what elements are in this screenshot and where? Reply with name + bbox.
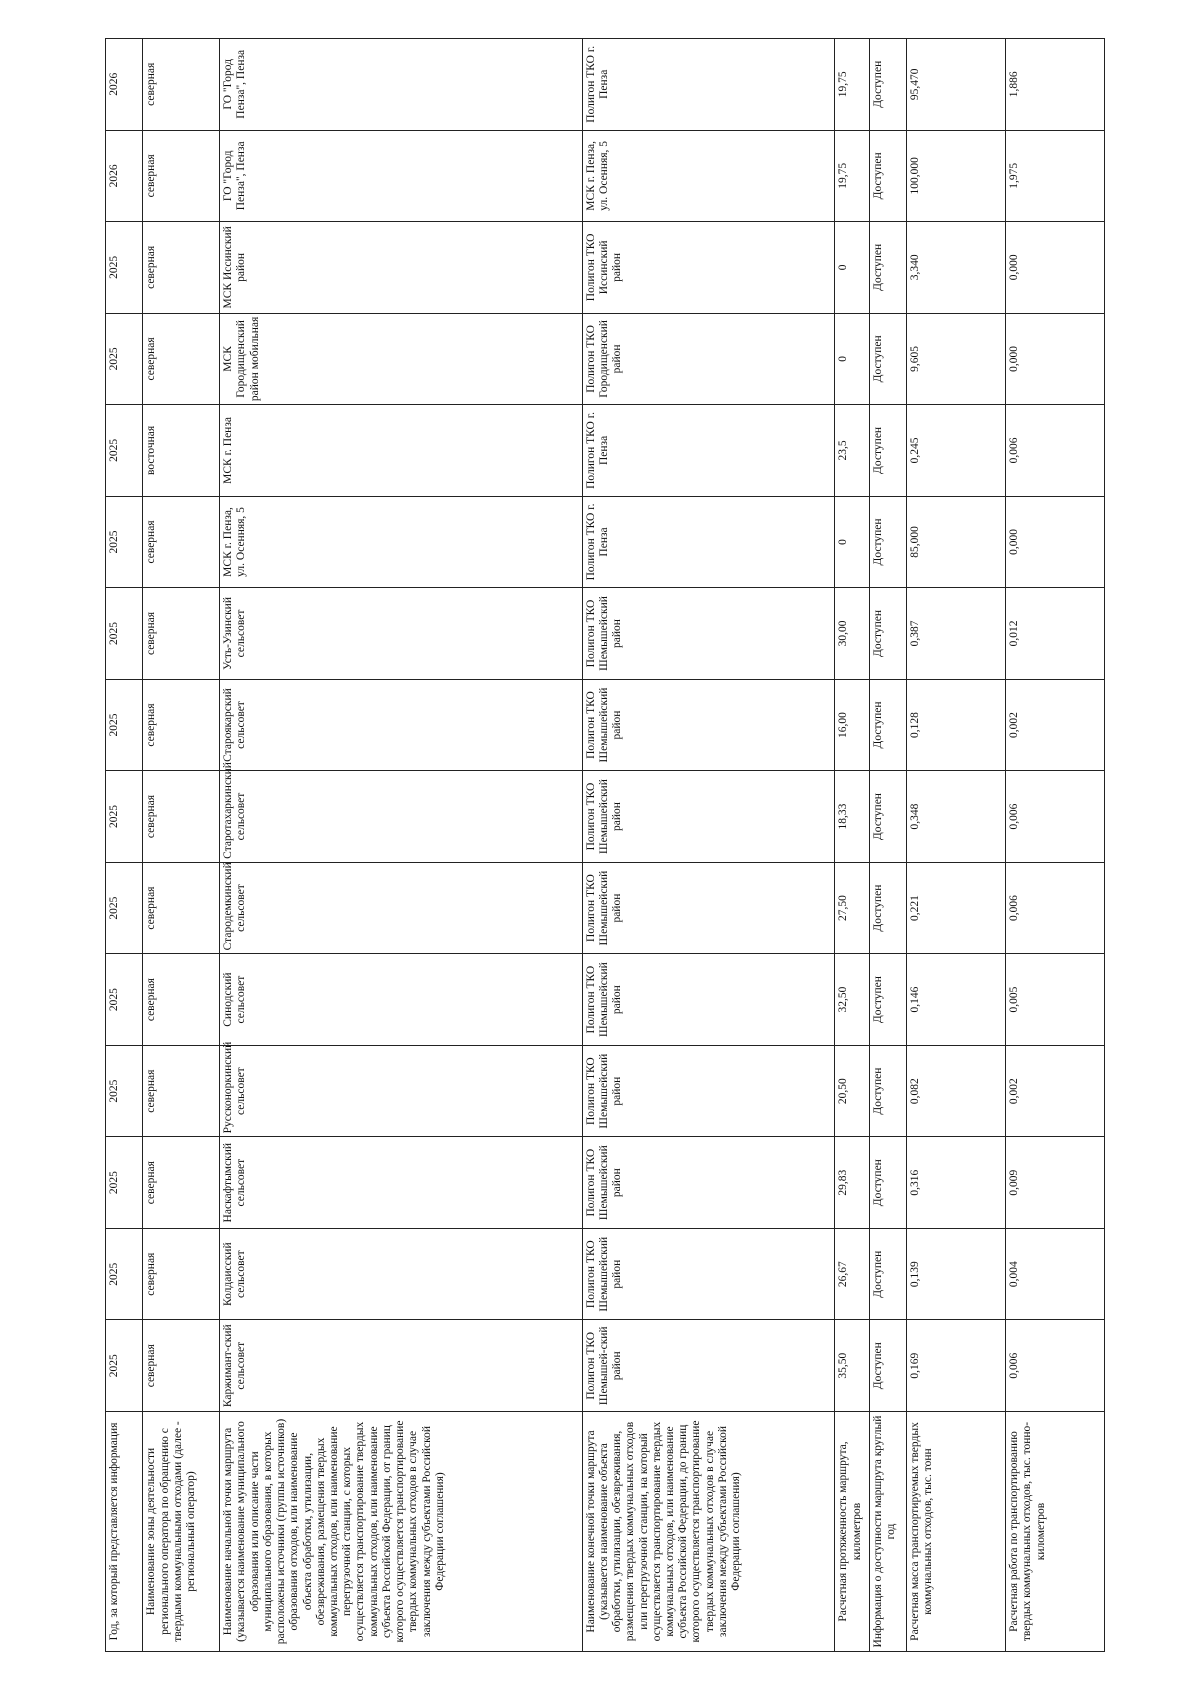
row-label: Расчетная масса транспортируемых твердых коммунальных отходов, тыс. тонн: [907, 1412, 1006, 1652]
table-cell: 100,000: [907, 130, 1006, 222]
table-cell: 2025: [106, 1228, 143, 1320]
table-cell: Полигон ТКО г. Пенза: [582, 496, 835, 588]
table-cell: 35,50: [835, 1320, 870, 1412]
table-cell: 2025: [106, 1137, 143, 1229]
table-cell: 0: [835, 313, 870, 405]
table-row: [143, 39, 220, 1652]
table-cell: 0,000: [1006, 496, 1105, 588]
table-cell: восточная: [143, 405, 220, 497]
table-cell: Полигон ТКО Шемышейский район: [582, 1137, 835, 1229]
table-cell: северная: [143, 679, 220, 771]
table-cell: северная: [143, 39, 220, 131]
table-cell: Полигон ТКО Шемышейский район: [582, 679, 835, 771]
table-cell: Доступен: [869, 496, 906, 588]
table-cell: 29,83: [835, 1137, 870, 1229]
table-cell: Доступен: [869, 1320, 906, 1412]
table-cell: 0,006: [1006, 771, 1105, 863]
table-cell: 2025: [106, 771, 143, 863]
table-cell: Полигон ТКО Шемышейский район: [582, 771, 835, 863]
table-row: [582, 39, 835, 1652]
table-cell: 0,002: [1006, 679, 1105, 771]
row-label: Наименование зоны деятельности регионального оператора по обращению с твердыми коммунальными отходами (далее - региональный оператор): [143, 1412, 220, 1652]
table-cell: 0,387: [907, 588, 1006, 680]
table-cell: Доступен: [869, 954, 906, 1046]
row-label: Наименование конечной точки маршрута (указывается наименование объекта обработки, утилизации, обезвреживания, размещения твердых коммунальных отходов или перегрузочной станции, на который осуществляется транспортирование твердых коммунальных отходов, или наименование субъекта Российской Федерации, до границ которого осуществляется транспортирование твердых коммунальных отходов в случае заключения между субъектами Российской Федерации соглашения): [582, 1412, 835, 1652]
table-cell: 85,000: [907, 496, 1006, 588]
row-label: Год, за который представляется информация: [106, 1412, 143, 1652]
row-label: Информация о доступности маршрута круглый год: [869, 1412, 906, 1652]
table-cell: 0,146: [907, 954, 1006, 1046]
table-cell: Староякарский сельсовет: [220, 679, 582, 771]
table-cell: Полигон ТКО Городищенский район: [582, 313, 835, 405]
route-table: [105, 38, 1105, 1652]
table-cell: Доступен: [869, 588, 906, 680]
table-cell: 0,000: [1006, 313, 1105, 405]
table-cell: 0,139: [907, 1228, 1006, 1320]
table-cell: Доступен: [869, 405, 906, 497]
table-row: [869, 39, 906, 1652]
table-cell: 0,082: [907, 1045, 1006, 1137]
table-cell: Каржимант-ский сельсовет: [220, 1320, 582, 1412]
row-label: Расчетная протяженность маршрута, километров: [835, 1412, 870, 1652]
table-cell: 2026: [106, 39, 143, 131]
table-cell: 19,75: [835, 39, 870, 131]
table-cell: северная: [143, 313, 220, 405]
table-cell: Полигон ТКО Шемышейский район: [582, 588, 835, 680]
table-cell: Доступен: [869, 862, 906, 954]
table-cell: 2025: [106, 405, 143, 497]
table-cell: северная: [143, 1045, 220, 1137]
table-cell: северная: [143, 862, 220, 954]
table-cell: 95,470: [907, 39, 1006, 131]
table-cell: северная: [143, 1137, 220, 1229]
table-cell: 0,169: [907, 1320, 1006, 1412]
table-cell: Усть-Узинский сельсовет: [220, 588, 582, 680]
table-cell: северная: [143, 222, 220, 314]
table-cell: 0,245: [907, 405, 1006, 497]
table-cell: Колдаисский сельсовет: [220, 1228, 582, 1320]
table-cell: МСК г. Пенза, ул. Осенняя, 5: [582, 130, 835, 222]
table-cell: Доступен: [869, 313, 906, 405]
row-label: Наименование начальной точки маршрута (указывается наименование муниципального образования или описание части муниципального образования, в которых расположены источники (группы источников) образования отходов, или наименование объекта обработки, утилизации, обезвреживания, размещения твердых коммунальных отходов, или наименование перегрузочной станции, с которых осуществляется транспортирование твердых коммунальных отходов, или наименование субъекта Российской Федерации, от границ которого осуществляется транспортирование твердых коммунальных отходов в случае заключения между субъектами Российской Федерации соглашения): [220, 1412, 582, 1652]
table-row: [907, 39, 1006, 1652]
table-cell: МСК г. Пенза, ул. Осенняя, 5: [220, 496, 582, 588]
table-cell: Доступен: [869, 1137, 906, 1229]
table-cell: 30,00: [835, 588, 870, 680]
table-cell: Синодский сельсовет: [220, 954, 582, 1046]
table-cell: 0,316: [907, 1137, 1006, 1229]
table-cell: 0,221: [907, 862, 1006, 954]
table-cell: 0,006: [1006, 862, 1105, 954]
table-cell: 2025: [106, 954, 143, 1046]
table-cell: Наскафтымский сельсовет: [220, 1137, 582, 1229]
table-cell: Полигон ТКО г. Пенза: [582, 39, 835, 131]
table-cell: 0,006: [1006, 1320, 1105, 1412]
table-cell: северная: [143, 130, 220, 222]
rotated-table-wrapper: [105, 38, 1105, 1652]
table-cell: 0: [835, 222, 870, 314]
table-cell: 1,975: [1006, 130, 1105, 222]
table-cell: 0,000: [1006, 222, 1105, 314]
table-cell: 0,004: [1006, 1228, 1105, 1320]
table-cell: 27,50: [835, 862, 870, 954]
table-cell: 2025: [106, 1045, 143, 1137]
table-cell: Полигон ТКО Шемышейский район: [582, 862, 835, 954]
table-cell: 2025: [106, 496, 143, 588]
table-cell: Доступен: [869, 222, 906, 314]
table-cell: 2025: [106, 222, 143, 314]
table-cell: 26,67: [835, 1228, 870, 1320]
table-cell: 2025: [106, 588, 143, 680]
table-cell: 32,50: [835, 954, 870, 1046]
table-cell: 2025: [106, 679, 143, 771]
table-cell: 0,012: [1006, 588, 1105, 680]
table-cell: ГО "Город Пенза", Пенза: [220, 130, 582, 222]
table-row: [220, 39, 582, 1652]
table-row: [1006, 39, 1105, 1652]
table-cell: МСК Иссинский район: [220, 222, 582, 314]
table-cell: Руссконоркинский сельсовет: [220, 1045, 582, 1137]
table-cell: 0,348: [907, 771, 1006, 863]
table-cell: северная: [143, 496, 220, 588]
table-cell: 0,005: [1006, 954, 1105, 1046]
table-cell: МСК Городищенский район мобильная: [220, 313, 582, 405]
table-cell: Доступен: [869, 1045, 906, 1137]
table-cell: северная: [143, 1320, 220, 1412]
table-cell: 9,605: [907, 313, 1006, 405]
table-cell: Полигон ТКО г. Пенза: [582, 405, 835, 497]
table-cell: Полигон ТКО Шемышей-ский район: [582, 1320, 835, 1412]
table-cell: 2025: [106, 1320, 143, 1412]
table-cell: 19,75: [835, 130, 870, 222]
table-cell: 0: [835, 496, 870, 588]
table-cell: 0,128: [907, 679, 1006, 771]
table-cell: 20,50: [835, 1045, 870, 1137]
row-label: Расчетная работа по транспортированию твердых коммунальных отходов, тыс. тонно-километров: [1006, 1412, 1105, 1652]
table-cell: 0,006: [1006, 405, 1105, 497]
table-cell: Доступен: [869, 679, 906, 771]
table-cell: Старотахаркинский сельсовет: [220, 771, 582, 863]
table-cell: 0,009: [1006, 1137, 1105, 1229]
table-cell: 3,340: [907, 222, 1006, 314]
table-cell: 2025: [106, 862, 143, 954]
table-cell: 1,886: [1006, 39, 1105, 131]
table-cell: Полигон ТКО Шемышейский район: [582, 1228, 835, 1320]
table-cell: 23,5: [835, 405, 870, 497]
table-row: [106, 39, 143, 1652]
table-row: [835, 39, 870, 1652]
table-cell: 0,002: [1006, 1045, 1105, 1137]
table-cell: Полигон ТКО Шемышейский район: [582, 1045, 835, 1137]
table-cell: северная: [143, 771, 220, 863]
table-cell: Доступен: [869, 39, 906, 131]
table-cell: Доступен: [869, 771, 906, 863]
table-cell: Полигон ТКО Шемышейский район: [582, 954, 835, 1046]
table-cell: 2025: [106, 313, 143, 405]
table-cell: Полигон ТКО Иссинский район: [582, 222, 835, 314]
table-cell: северная: [143, 954, 220, 1046]
table-cell: северная: [143, 588, 220, 680]
table-cell: Доступен: [869, 130, 906, 222]
table-cell: МСК г. Пенза: [220, 405, 582, 497]
table-cell: ГО "Город Пенза", Пенза: [220, 39, 582, 131]
table-cell: Доступен: [869, 1228, 906, 1320]
table-cell: северная: [143, 1228, 220, 1320]
table-cell: 16,00: [835, 679, 870, 771]
table-cell: 18,33: [835, 771, 870, 863]
table-cell: Стародемкинский сельсовет: [220, 862, 582, 954]
table-cell: 2026: [106, 130, 143, 222]
